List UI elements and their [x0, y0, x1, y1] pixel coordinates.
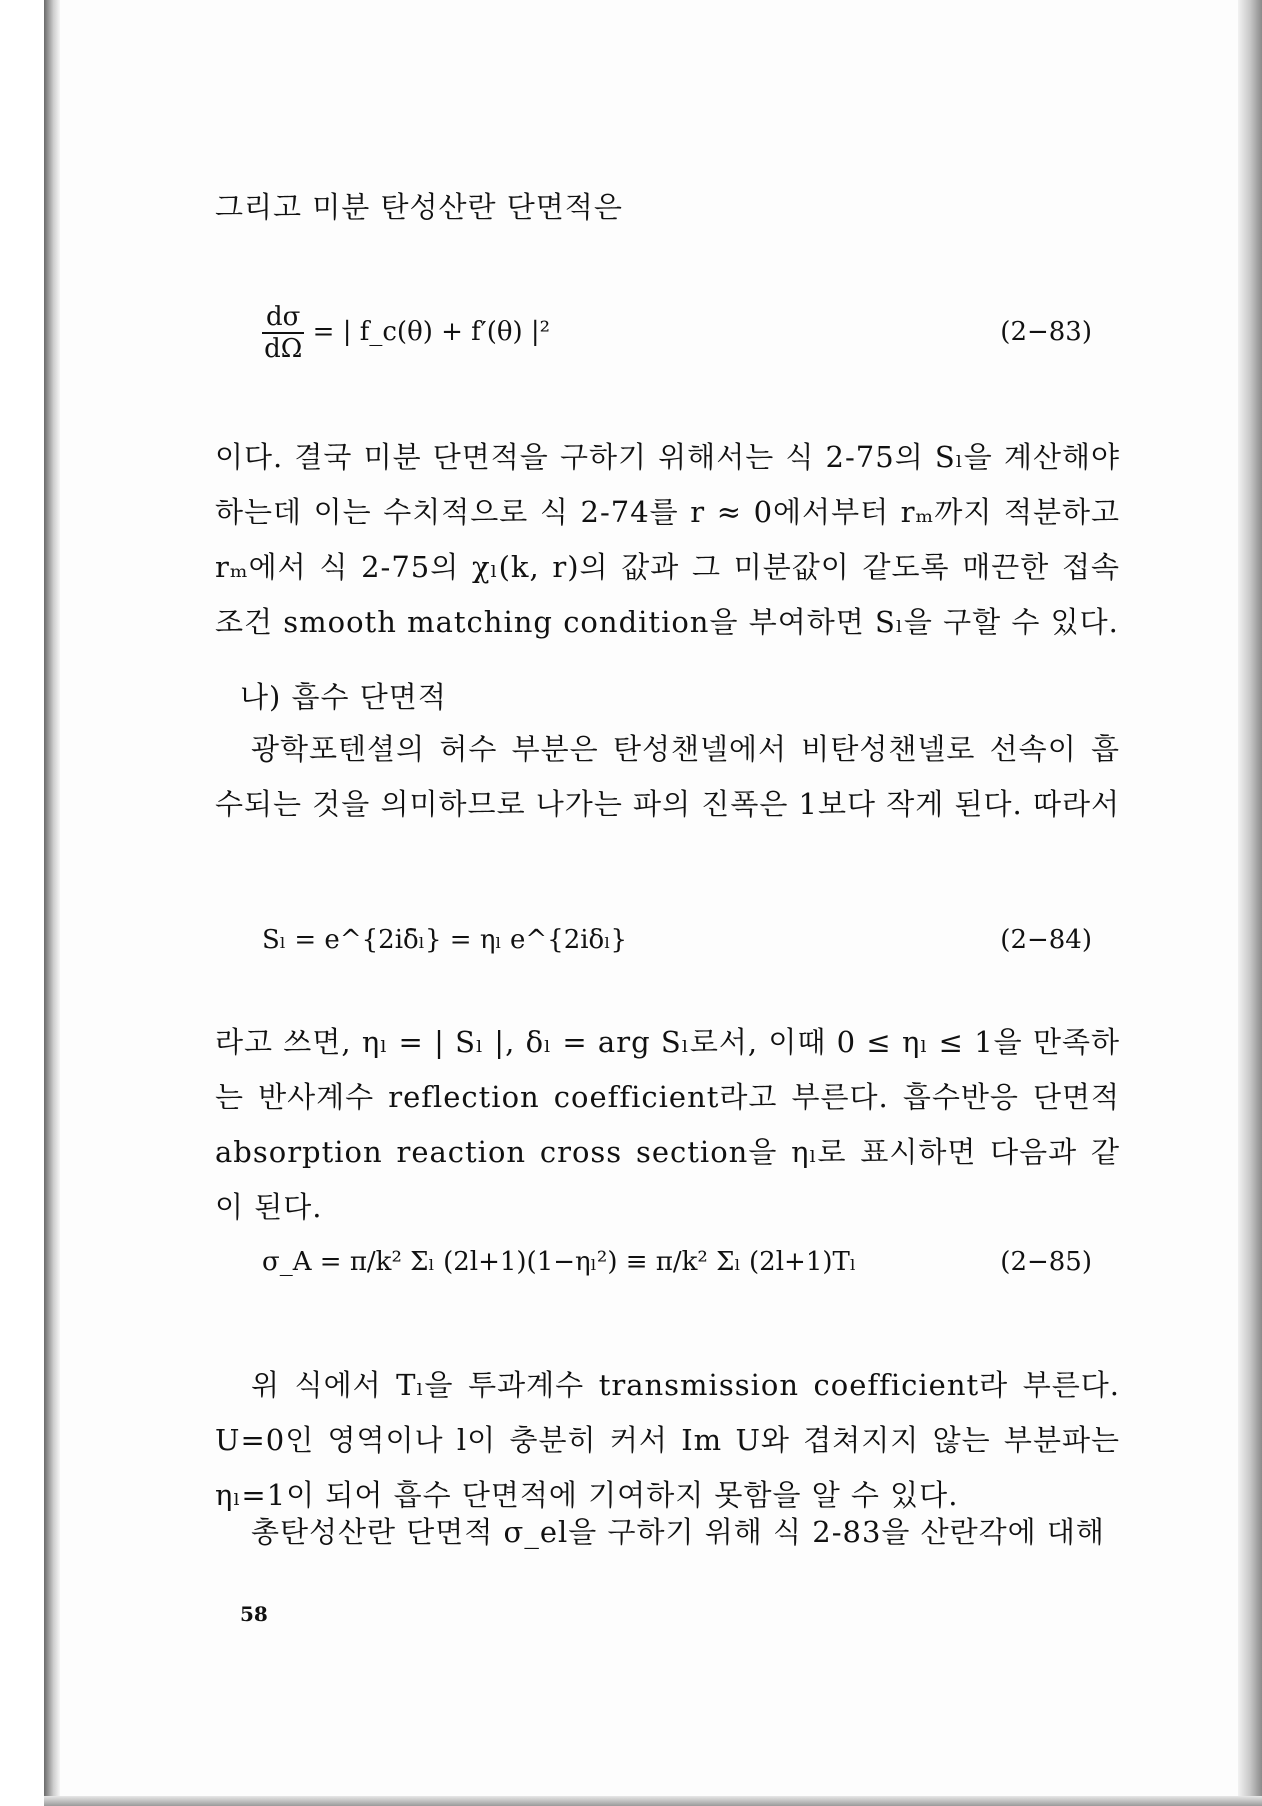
eq-2-84-expression: Sₗ = e^{2iδ̄ₗ} = ηₗ e^{2iδₗ}	[262, 925, 628, 955]
eq-2-83-number: (2−83)	[1000, 317, 1092, 347]
eq-2-84-number: (2−84)	[1000, 925, 1092, 955]
paragraph-differential-cross-section: 이다. 결국 미분 단면적을 구하기 위해서는 식 2-75의 Sₗ을 계산해야 하는데 이는 수치적으로 식 2-74를 r ≈ 0에서부터 rₘ까지 적분하고 rₘ에서 식 2-75의 χₗ(k, r)의 값과 그 미분값이 같도록 매끈한 접속조건 smooth matching condition을 부여하면 Sₗ을 구할 수 있다.	[215, 440, 1120, 639]
paragraph-transmission-coefficient: 위 식에서 Tₗ을 투과계수 transmission coefficient라 부른다. U=0인 영역이나 l이 충분히 커서 Im U와 겹쳐지지 않는 부분파는 ηₗ=1이 되어 흡수 단면적에 기여하지 못함을 알 수 있다.	[215, 1368, 1120, 1512]
eq-2-83-fraction	[262, 302, 304, 364]
equation-2-85	[262, 1232, 1092, 1292]
equation-2-83	[262, 302, 1092, 362]
eq-2-83-denominator: dΩ	[264, 334, 303, 364]
paragraph-total-elastic: 총탄성산란 단면적 σ_el을 구하기 위해 식 2-83을 산란각에 대해	[251, 1515, 1105, 1549]
eq-2-83-rhs: = | f_c(θ) + f′(θ) |²	[312, 317, 551, 347]
eq-2-83-numerator: dσ	[262, 302, 304, 334]
eq-2-85-number: (2−85)	[1000, 1247, 1092, 1277]
page-edge-bottom	[44, 1796, 1262, 1806]
section-heading-absorption: 나) 흡수 단면적	[240, 680, 447, 714]
page-number: 58	[240, 1602, 268, 1626]
paragraph-reflection-coefficient: 라고 쓰면, ηₗ = | Sₗ |, δₗ = arg Sₗ로서, 이때 0 ≤ ηₗ ≤ 1을 만족하는 반사계수 reflection coefficient라고 부른다. 흡수반응 단면적 absorption reaction cross section을 ηₗ로 표시하면 다음과 같이 된다.	[215, 1025, 1120, 1224]
page-shadow-left	[44, 0, 60, 1806]
page-shadow-right	[1238, 0, 1262, 1806]
equation-2-84	[262, 910, 1092, 970]
paragraph-optical-potential: 광학포텐셜의 허수 부분은 탄성챈넬에서 비탄성챈넬로 선속이 흡수되는 것을 의미하므로 나가는 파의 진폭은 1보다 작게 된다. 따라서	[215, 732, 1121, 821]
paragraph-intro: 그리고 미분 탄성산란 단면적은	[215, 190, 623, 224]
eq-2-85-expression: σ_A = π/k² Σₗ (2l+1)(1−ηₗ²) ≡ π/k² Σₗ (2l+1)Tₗ	[262, 1247, 857, 1277]
